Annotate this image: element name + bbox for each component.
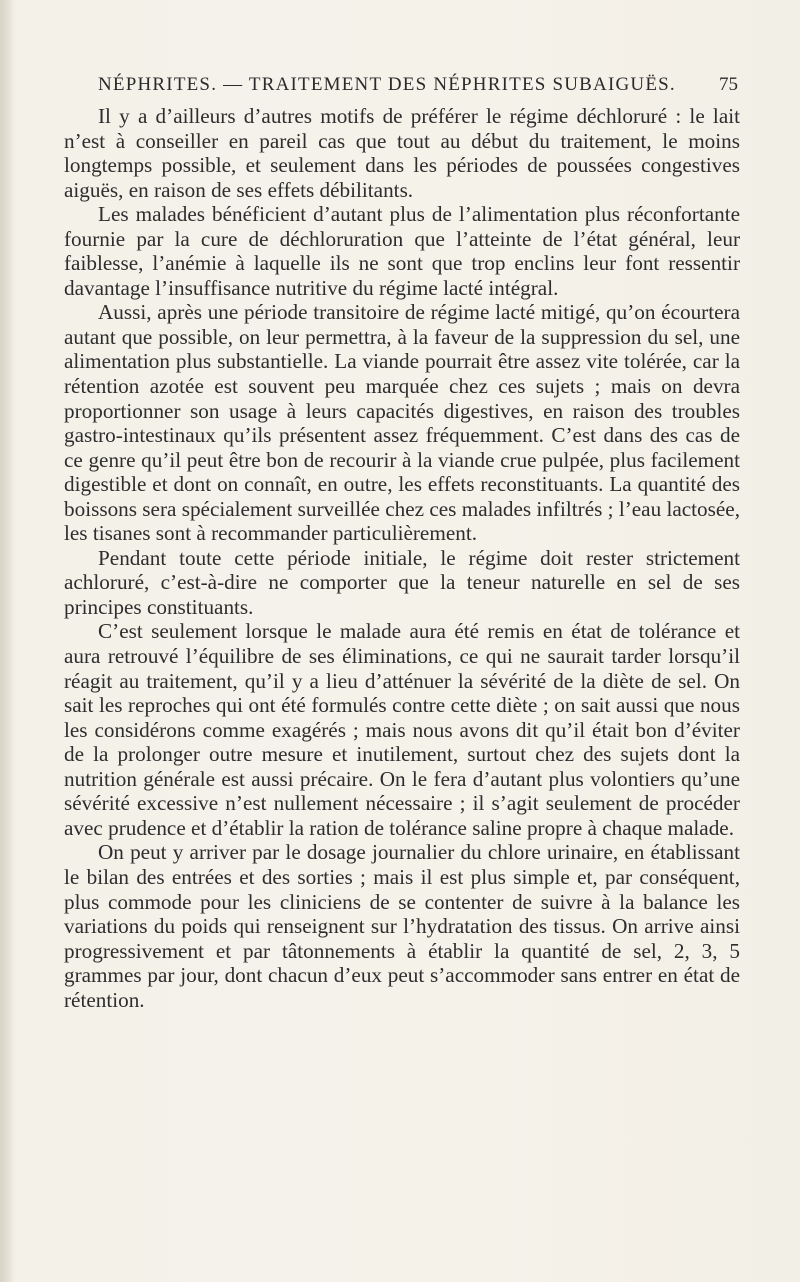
running-head xyxy=(98,74,738,96)
paragraph-1: Il y a d’ailleurs d’autres motifs de préférer le régime déchloruré : le lait n’est à conseiller en pareil cas que tout au début du traitement, le moins longtemps possible, et seulement dans les périodes de poussées congestives aiguës, en raison de ses effets débilitants. xyxy=(64,104,740,202)
running-head-title: NÉPHRITES. — TRAITEMENT DES NÉPHRITES SUBAIGUËS. xyxy=(98,74,676,95)
paragraph-5: C’est seulement lorsque le malade aura été remis en état de tolérance et aura retrouvé l’équilibre de ses éliminations, ce qui ne saurait tarder lorsqu’il réagit au traitement, qu’il y a lieu d’atténuer la sévérité de la diète de sel. On sait les reproches qui ont été formulés contre cette diète ; on sait aussi que nous les considérons comme exagérés ; mais nous avons dit qu’il était bon d’éviter de la prolonger outre mesure et inutilement, surtout chez des sujets dont la nutrition générale est aussi précaire. On le fera d’autant plus volontiers qu’une sévérité excessive n’est nullement nécessaire ; il s’agit seulement de procéder avec prudence et d’établir la ration de tolérance saline propre à chaque malade. xyxy=(64,619,740,840)
paragraph-6: On peut y arriver par le dosage journalier du chlore urinaire, en établissant le bilan des entrées et des sorties ; mais il est plus simple et, par conséquent, plus commode pour les cliniciens de se contenter de suivre à la balance les variations du poids qui renseignent sur l’hydratation des tissus. On arrive ainsi progressivement et par tâtonnements à établir la quantité de sel, 2, 3, 5 grammes par jour, dont chacun d’eux peut s’accommoder sans entrer en état de rétention. xyxy=(64,840,740,1012)
page-number: 75 xyxy=(719,74,738,95)
paragraph-3: Aussi, après une période transitoire de régime lacté mitigé, qu’on écourtera autant que possible, on leur permettra, à la faveur de la suppression du sel, une alimentation plus substantielle. La viande pourrait être assez vite tolérée, car la rétention azotée est souvent peu marquée chez ces sujets ; mais on devra proportionner son usage à leurs capacités digestives, en raison des troubles gastro-intestinaux qu’ils présentent assez fréquemment. C’est dans des cas de ce genre qu’il peut être bon de recourir à la viande crue pulpée, plus facilement digestible et dont on connaît, en outre, les effets reconstituants. La quantité des boissons sera spécialement surveillée chez ces malades infiltrés ; l’eau lactosée, les tisanes sont à recommander particulièrement. xyxy=(64,300,740,546)
paragraph-4: Pendant toute cette période initiale, le régime doit rester strictement achloruré, c’est-à-dire ne comporter que la teneur naturelle en sel de ses principes constituants. xyxy=(64,545,740,619)
page-gutter-shadow xyxy=(0,0,14,1282)
paragraph-2: Les malades bénéficient d’autant plus de l’alimentation plus réconfortante fournie par la cure de déchloruration que l’atteinte de l’état général, leur faiblesse, l’anémie à laquelle ils ne sont que trop enclins leur font ressentir davantage l’insuffisance nutritive du régime lacté intégral. xyxy=(64,202,740,300)
body-text xyxy=(64,104,740,1012)
